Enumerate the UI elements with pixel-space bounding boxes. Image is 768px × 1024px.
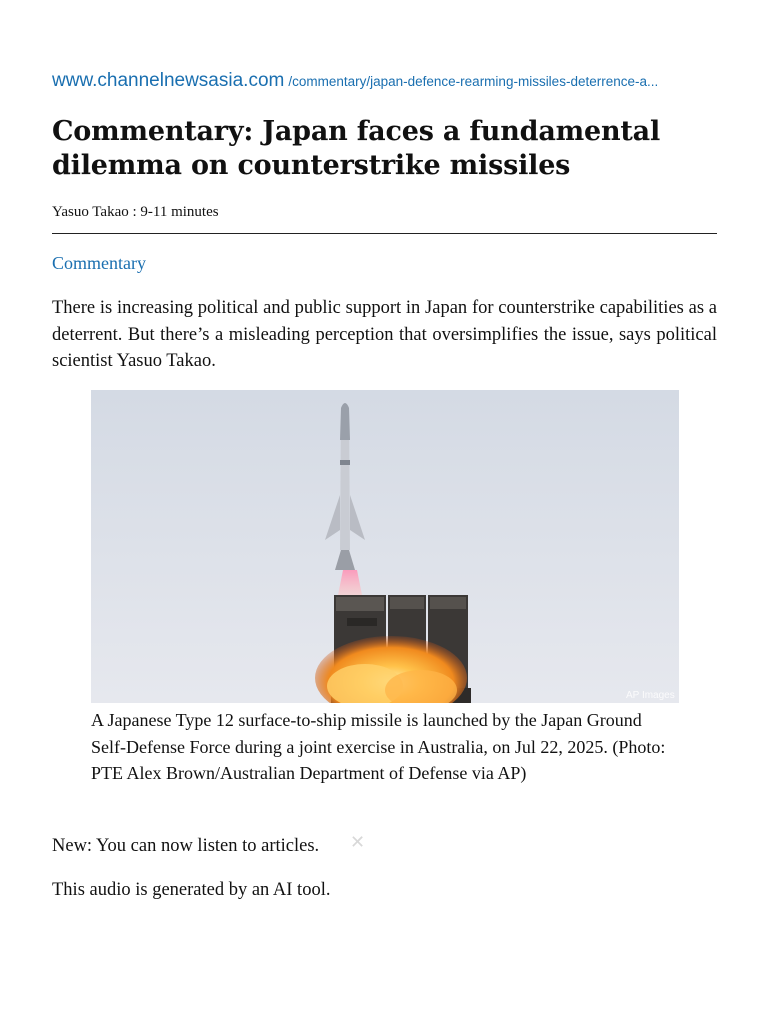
article-lede: There is increasing political and public support in Japan for counterstrike capabilities as a deterrent. But there’s a misleading perception that oversimplifies the issue, says political scientist Yasuo Takao.: [52, 298, 717, 371]
close-icon[interactable]: ✕: [350, 832, 366, 853]
article-title: Commentary: Japan faces a fundamental dilemma on counterstrike missiles: [52, 116, 661, 181]
missile-launch-photo: [91, 390, 679, 703]
url-path-link[interactable]: /commentary/japan-defence-rearming-missiles-deterrence-a...: [288, 74, 659, 89]
article-meta: Yasuo Takao : 9-11 minutes: [52, 204, 219, 220]
image-caption: A Japanese Type 12 surface-to-ship missile is launched by the Japan Ground Self-Defense Force during a joint exercise in Australia, on Jul 22, 2025. (Photo: PTE Alex Brown/Australian Department of Defense via AP): [91, 710, 666, 783]
url-domain-link[interactable]: www.channelnewsasia.com: [52, 70, 285, 91]
source-url[interactable]: [52, 70, 717, 92]
audio-note: This audio is generated by an AI tool.: [52, 880, 331, 900]
article-figure: [91, 390, 679, 787]
ap-watermark: AP Images: [626, 690, 675, 701]
audio-notice: New: You can now listen to articles.: [52, 836, 320, 856]
category-link[interactable]: Commentary: [52, 253, 146, 273]
header-divider: [52, 233, 717, 234]
